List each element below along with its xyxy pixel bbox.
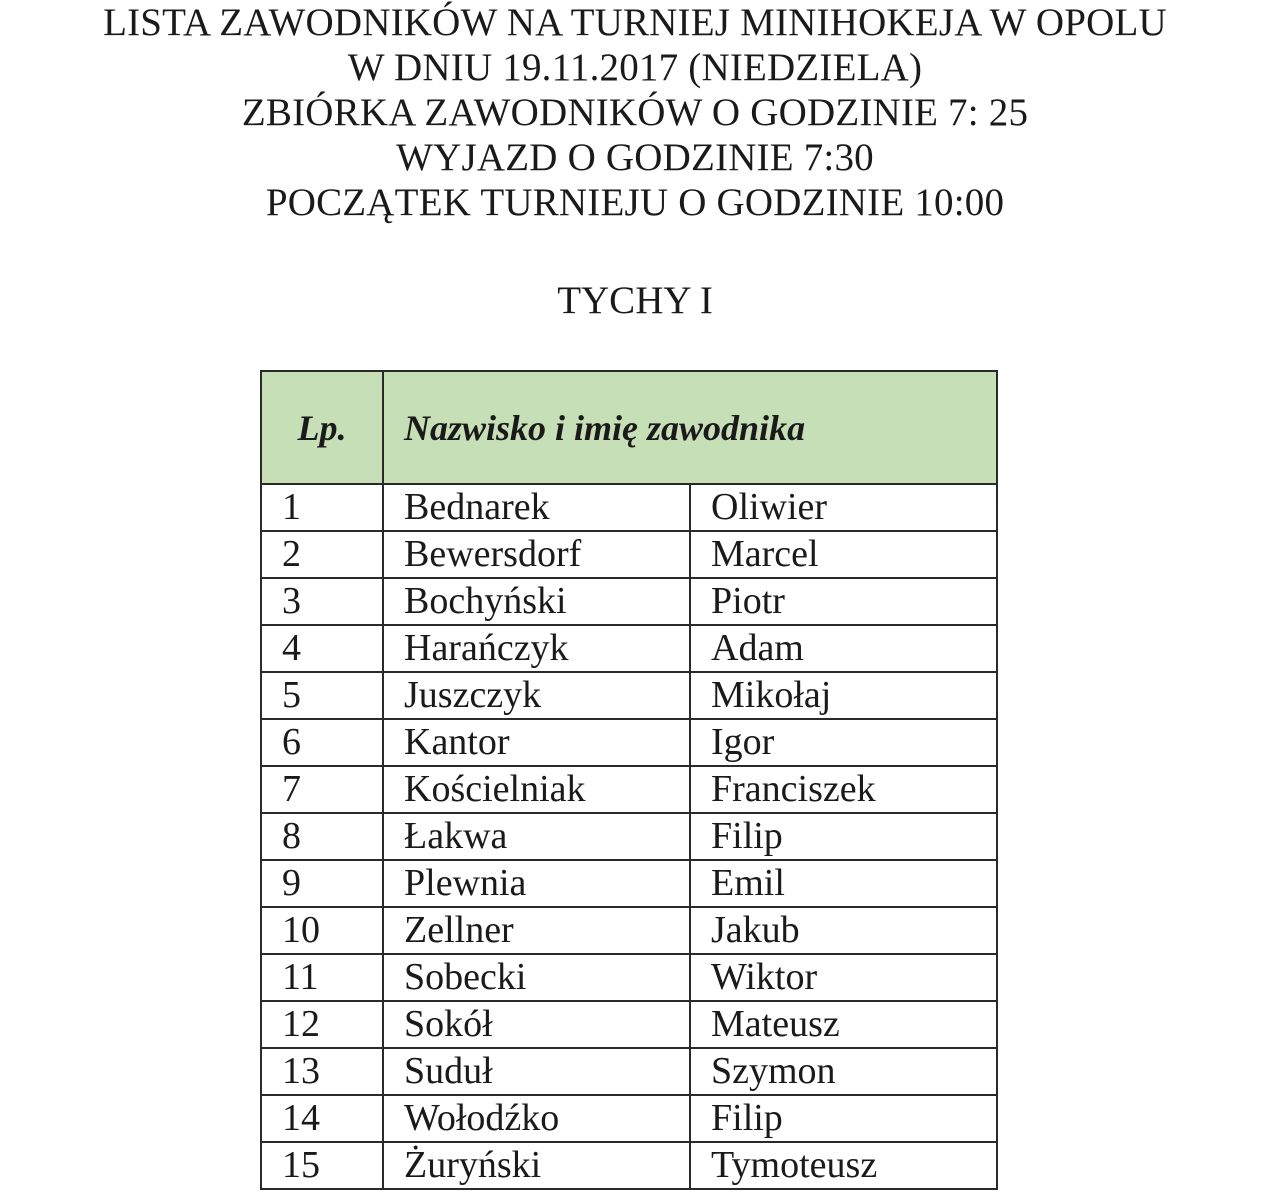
first-name-cell: Adam	[690, 625, 997, 672]
surname-cell: Juszczyk	[383, 672, 690, 719]
first-name-cell: Filip	[690, 813, 997, 860]
first-name-cell: Tymoteusz	[690, 1142, 997, 1189]
surname-cell: Harańczyk	[383, 625, 690, 672]
row-number-cell: 11	[261, 954, 383, 1001]
roster-table-body	[261, 484, 997, 1189]
table-row	[261, 1142, 997, 1189]
first-name-cell: Filip	[690, 1095, 997, 1142]
header-title-line: LISTA ZAWODNIKÓW NA TURNIEJ MINIHOKEJA W OPOLU	[103, 1, 1167, 44]
first-name-cell: Igor	[690, 719, 997, 766]
header-start-time-line: POCZĄTEK TURNIEJU O GODZINIE 10:00	[265, 181, 1005, 224]
first-name-cell: Jakub	[690, 907, 997, 954]
first-name-cell: Emil	[690, 860, 997, 907]
surname-cell: Sokół	[383, 1001, 690, 1048]
first-name-cell: Szymon	[690, 1048, 997, 1095]
table-row	[261, 1048, 997, 1095]
row-number-cell: 4	[261, 625, 383, 672]
document-header	[0, 0, 1270, 225]
table-row	[261, 907, 997, 954]
first-name-cell: Mateusz	[690, 1001, 997, 1048]
surname-cell: Plewnia	[383, 860, 690, 907]
row-number-cell: 5	[261, 672, 383, 719]
roster-table-header	[261, 371, 997, 484]
row-number-cell: 2	[261, 531, 383, 578]
surname-cell: Żuryński	[383, 1142, 690, 1189]
row-number-cell: 6	[261, 719, 383, 766]
row-number-cell: 9	[261, 860, 383, 907]
table-row	[261, 625, 997, 672]
surname-cell: Kantor	[383, 719, 690, 766]
row-number-cell: 13	[261, 1048, 383, 1095]
table-row	[261, 766, 997, 813]
surname-cell: Bednarek	[383, 484, 690, 531]
surname-cell: Suduł	[383, 1048, 690, 1095]
row-number-cell: 7	[261, 766, 383, 813]
table-row	[261, 578, 997, 625]
table-row	[261, 484, 997, 531]
table-row	[261, 860, 997, 907]
row-number-cell: 15	[261, 1142, 383, 1189]
header-date-line: W DNIU 19.11.2017 (NIEDZIELA)	[347, 46, 923, 89]
table-row	[261, 1001, 997, 1048]
table-header-row	[261, 371, 997, 484]
surname-cell: Wołodźko	[383, 1095, 690, 1142]
header-gathering-time-line: ZBIÓRKA ZAWODNIKÓW O GODZINIE 7: 25	[241, 91, 1029, 134]
row-number-cell: 8	[261, 813, 383, 860]
first-name-cell: Oliwier	[690, 484, 997, 531]
team-name: TYCHY I	[557, 279, 713, 322]
first-name-cell: Wiktor	[690, 954, 997, 1001]
row-number-cell: 12	[261, 1001, 383, 1048]
first-name-cell: Marcel	[690, 531, 997, 578]
row-number-cell: 1	[261, 484, 383, 531]
row-number-cell: 14	[261, 1095, 383, 1142]
table-row	[261, 813, 997, 860]
surname-cell: Kościelniak	[383, 766, 690, 813]
table-row	[261, 1095, 997, 1142]
surname-cell: Sobecki	[383, 954, 690, 1001]
player-roster-table	[260, 370, 998, 1190]
table-row	[261, 531, 997, 578]
first-name-cell: Mikołaj	[690, 672, 997, 719]
header-departure-time-line: WYJAZD O GODZINIE 7:30	[396, 136, 874, 179]
column-header-player-name: Nazwisko i imię zawodnika	[383, 371, 997, 484]
table-row	[261, 719, 997, 766]
table-row	[261, 672, 997, 719]
row-number-cell: 10	[261, 907, 383, 954]
surname-cell: Bochyński	[383, 578, 690, 625]
surname-cell: Bewersdorf	[383, 531, 690, 578]
column-header-lp: Lp.	[261, 371, 383, 484]
surname-cell: Łakwa	[383, 813, 690, 860]
surname-cell: Zellner	[383, 907, 690, 954]
first-name-cell: Franciszek	[690, 766, 997, 813]
row-number-cell: 3	[261, 578, 383, 625]
table-row	[261, 954, 997, 1001]
first-name-cell: Piotr	[690, 578, 997, 625]
